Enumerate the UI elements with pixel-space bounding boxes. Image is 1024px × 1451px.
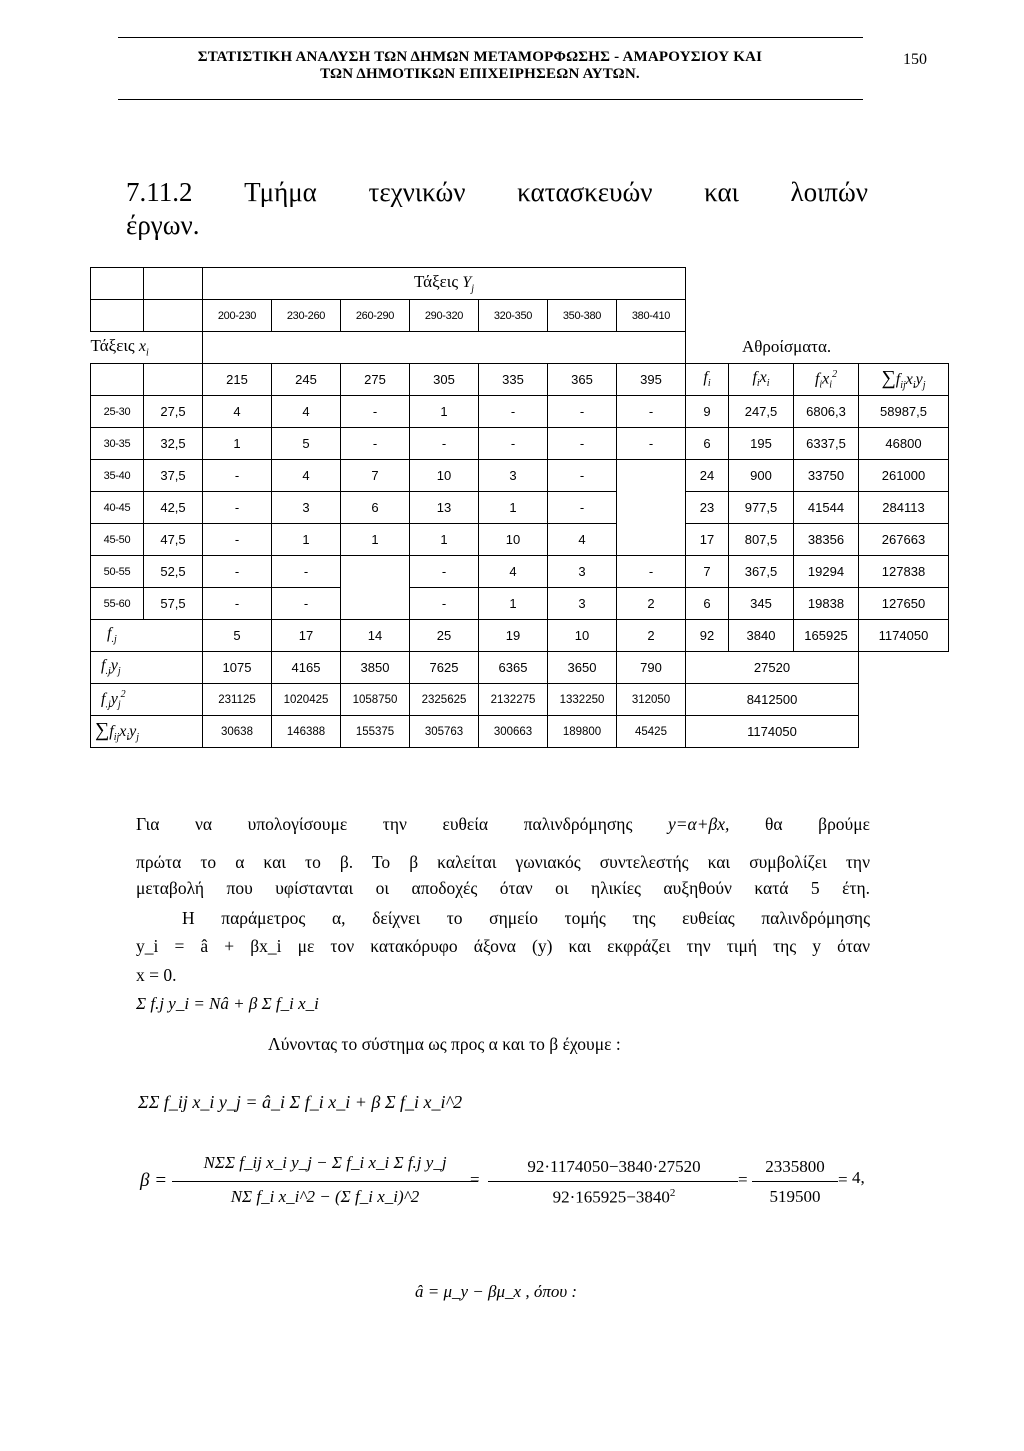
total-cell: 8412500	[686, 684, 859, 716]
x-classes-title-row	[91, 332, 949, 364]
table-cell: 2325625	[410, 684, 479, 716]
table-cell	[341, 588, 410, 620]
equals-sign: =	[838, 1170, 848, 1189]
table-cell: 13	[410, 492, 479, 524]
beta-denominator-result: 519500	[769, 1187, 821, 1206]
header-top-rule	[118, 37, 863, 38]
sum-cell: 3840	[729, 620, 794, 652]
y-class-ranges-row	[91, 300, 949, 332]
x-class-range: 45-50	[91, 524, 144, 556]
y-midpoint: 245	[272, 364, 341, 396]
y-class-range: 320-350	[479, 300, 548, 332]
header-title	[130, 49, 830, 83]
table-cell: -	[479, 428, 548, 460]
equals-sign: =	[470, 1170, 480, 1189]
table-cell: 3650	[548, 652, 617, 684]
table-cell: 1	[203, 428, 272, 460]
table-cell: -	[410, 428, 479, 460]
x-midpoint: 32,5	[144, 428, 203, 460]
sum-cell: 977,5	[729, 492, 794, 524]
y-class-range: 290-320	[410, 300, 479, 332]
beta-fraction-line-numeric	[488, 1181, 738, 1182]
table-cell: 4	[203, 396, 272, 428]
beta-numerator-result: 2335800	[765, 1157, 825, 1176]
table-cell: 312050	[617, 684, 686, 716]
sum-cell: 127650	[859, 588, 949, 620]
table-cell: 305763	[410, 716, 479, 748]
table-cell: 10	[410, 460, 479, 492]
table-cell: 7	[341, 460, 410, 492]
solve-text: Λύνοντας το σύστημα ως προς α και το β έχουμε :	[268, 1034, 621, 1054]
table-cell: 30638	[203, 716, 272, 748]
x-midpoint: 42,5	[144, 492, 203, 524]
table-row	[91, 524, 949, 556]
table-row	[91, 428, 949, 460]
table-cell: -	[203, 460, 272, 492]
section-number: 7.11.2	[126, 177, 193, 207]
x-midpoint: 52,5	[144, 556, 203, 588]
beta-numerator-numeric: 92·1174050−3840·27520	[527, 1157, 701, 1176]
table-cell: 3	[479, 460, 548, 492]
section-title	[126, 176, 876, 242]
section-title-word: λοιπών	[790, 177, 868, 207]
sums-label: Αθροίσματα.	[742, 337, 832, 357]
table-cell: 1075	[203, 652, 272, 684]
table-cell: 2132275	[479, 684, 548, 716]
table-cell: 3	[548, 588, 617, 620]
x-classes-label: Τάξεις $x_i$	[90, 336, 149, 359]
y-class-range: 230-260	[272, 300, 341, 332]
sum-header: $f_i$	[686, 364, 729, 396]
table-cell: -	[410, 556, 479, 588]
table-cell: 5	[203, 620, 272, 652]
beta-numerator: NΣΣ f_ij x_i y_j − Σ f_i x_i Σ f.j y_j	[203, 1153, 447, 1172]
y-midpoint: 395	[617, 364, 686, 396]
table-cell: 4	[272, 460, 341, 492]
header-title-line1: ΣΤΑΤΙΣΤΙΚΗ ΑΝΑΛΥΣΗ ΤΩΝ ΔΗΜΩΝ ΜΕΤΑΜΟΡΦΩΣΗΣ - ΑΜΑΡΟΥΣΙΟΥ ΚΑΙ	[197, 49, 763, 65]
table-cell: -	[272, 556, 341, 588]
table-cell: -	[617, 396, 686, 428]
table-cell: 45425	[617, 716, 686, 748]
sum-cell: 6	[686, 588, 729, 620]
table-cell: -	[203, 556, 272, 588]
table-cell	[617, 460, 686, 492]
table-cell: 1	[410, 524, 479, 556]
word: την	[382, 814, 407, 834]
sum-cell: 261000	[859, 460, 949, 492]
beta-denominator: NΣ f_i x_i^2 − (Σ f_i x_i)^2	[230, 1187, 420, 1206]
table-cell: 3	[272, 492, 341, 524]
table-cell: 10	[548, 620, 617, 652]
sum-header: $f_ix_i^2$	[794, 364, 859, 396]
beta-result: 4,	[852, 1168, 865, 1187]
table-cell: 4165	[272, 652, 341, 684]
beta-fraction-line-result	[752, 1181, 838, 1182]
table-cell: 6	[341, 492, 410, 524]
table-cell: 4	[548, 524, 617, 556]
header-title-line2: ΤΩΝ ΔΗΜΟΤΙΚΩΝ ΕΠΙΧΕΙΡΗΣΕΩΝ ΑΥΤΩΝ.	[320, 66, 640, 82]
y-class-range: 380-410	[617, 300, 686, 332]
page-number: 150	[903, 51, 927, 68]
table-cell: 146388	[272, 716, 341, 748]
sum-cell: 7	[686, 556, 729, 588]
y-classes-title-row	[91, 268, 949, 300]
word: Για	[136, 814, 160, 834]
table-cell: 2	[617, 588, 686, 620]
table-cell: 17	[272, 620, 341, 652]
sum-cell: 284113	[859, 492, 949, 524]
table-row	[91, 556, 949, 588]
beta-fraction-line	[172, 1181, 478, 1182]
sum-cell: 6806,3	[794, 396, 859, 428]
f-j-row	[91, 620, 949, 652]
row-label-f-j: $f_{.j}$	[91, 620, 203, 652]
table-cell: 1058750	[341, 684, 410, 716]
y-class-range: 260-290	[341, 300, 410, 332]
row-label-fy: $f_{.j}y_j$	[91, 652, 203, 684]
table-row	[91, 396, 949, 428]
table-cell	[617, 524, 686, 556]
paragraph-1-line-3: μεταβολή που υφίστανται οι αποδοχές όταν οι ηλικίες αυξηθούν κατά 5 έτη.	[136, 878, 870, 898]
x-class-range: 25-30	[91, 396, 144, 428]
word: παλινδρόμησης	[523, 814, 633, 834]
header-bottom-rule	[118, 99, 863, 100]
table-cell: 19	[479, 620, 548, 652]
table-cell: 1	[479, 492, 548, 524]
table-cell	[617, 492, 686, 524]
table-cell: -	[548, 460, 617, 492]
table-row	[91, 588, 949, 620]
sum-cell: 195	[729, 428, 794, 460]
sum-header: $\sum f_{ij}x_iy_j$	[859, 364, 949, 396]
table-cell: -	[410, 588, 479, 620]
sum-header: $f_ix_i$	[729, 364, 794, 396]
y-class-range: 350-380	[548, 300, 617, 332]
table-cell: -	[548, 396, 617, 428]
table-cell: -	[203, 524, 272, 556]
sum-cell: 6337,5	[794, 428, 859, 460]
x-class-range: 40-45	[91, 492, 144, 524]
sum-cell: 41544	[794, 492, 859, 524]
sum-cell: 19838	[794, 588, 859, 620]
sum-cell: 58987,5	[859, 396, 949, 428]
total-cell: 27520	[686, 652, 859, 684]
sum-cell: 24	[686, 460, 729, 492]
x-class-range: 35-40	[91, 460, 144, 492]
table-cell: 790	[617, 652, 686, 684]
equals-sign: =	[738, 1170, 748, 1189]
sum-cell: 345	[729, 588, 794, 620]
row-label-fy2: $f_{.j}y_j^2$	[91, 684, 203, 716]
equation-normal-1: Σ f.j y_i = Nâ + β Σ f_i x_i	[136, 994, 319, 1013]
sum-cell: 367,5	[729, 556, 794, 588]
table-cell: 1332250	[548, 684, 617, 716]
paragraph-2-line-2: y_i = â + βx_i με τον κατακόρυφο άξονα (y) και εκφράζει την τιμή της y όταν	[136, 936, 870, 956]
word: να	[194, 814, 213, 834]
table-cell: -	[203, 492, 272, 524]
paragraph-1-line-1	[136, 813, 870, 835]
x-midpoint: 47,5	[144, 524, 203, 556]
fy-row	[91, 652, 949, 684]
table-cell: 7625	[410, 652, 479, 684]
table-cell: -	[548, 428, 617, 460]
table-cell: 3	[548, 556, 617, 588]
alpha-equation: â = μ_y − βμ_x , όπου :	[415, 1282, 578, 1301]
table-cell: 5	[272, 428, 341, 460]
y-midpoint: 335	[479, 364, 548, 396]
sum-cell: 23	[686, 492, 729, 524]
table-cell: 1	[479, 588, 548, 620]
word: ευθεία	[442, 814, 489, 834]
sum-cell: 92	[686, 620, 729, 652]
sum-cell: 807,5	[729, 524, 794, 556]
table-cell: 231125	[203, 684, 272, 716]
y-midpoint: 215	[203, 364, 272, 396]
x-midpoint: 37,5	[144, 460, 203, 492]
sum-cell: 1174050	[859, 620, 949, 652]
sum-cell: 6	[686, 428, 729, 460]
sum-cell: 19294	[794, 556, 859, 588]
y-midpoint: 365	[548, 364, 617, 396]
beta-lhs: β =	[140, 1170, 168, 1191]
table-cell: -	[548, 492, 617, 524]
word: θα	[765, 814, 783, 834]
table-cell: 189800	[548, 716, 617, 748]
table-cell: -	[341, 428, 410, 460]
table-cell: 3850	[341, 652, 410, 684]
table-cell: 14	[341, 620, 410, 652]
sum-cell: 9	[686, 396, 729, 428]
table-cell: 300663	[479, 716, 548, 748]
section-title-line2: έργων.	[126, 210, 200, 240]
equation-normal-2: ΣΣ f_ij x_i y_j = â_i Σ f_i x_i + β Σ f_i x_i^2	[138, 1092, 463, 1112]
contingency-table	[90, 267, 949, 748]
y-midpoint: 275	[341, 364, 410, 396]
y-classes-label: Τάξεις $Y_j$	[203, 268, 686, 300]
sum-cell: 900	[729, 460, 794, 492]
section-title-word: τεχνικών	[368, 177, 466, 207]
total-cell: 1174050	[686, 716, 859, 748]
x-midpoint: 27,5	[144, 396, 203, 428]
fxy-row	[91, 716, 949, 748]
table-cell: 2	[617, 620, 686, 652]
sum-cell: 17	[686, 524, 729, 556]
table-cell: 25	[410, 620, 479, 652]
sum-cell: 267663	[859, 524, 949, 556]
table-cell: -	[617, 428, 686, 460]
table-cell	[341, 556, 410, 588]
section-title-word: και	[704, 177, 739, 207]
table-cell: -	[341, 396, 410, 428]
table-cell: -	[203, 588, 272, 620]
y-class-range: 200-230	[203, 300, 272, 332]
sum-cell: 127838	[859, 556, 949, 588]
word: y=α+βx,	[667, 814, 730, 834]
x-class-range: 55-60	[91, 588, 144, 620]
table-row	[91, 460, 949, 492]
sum-cell: 33750	[794, 460, 859, 492]
sum-cell: 38356	[794, 524, 859, 556]
table-cell: 4	[479, 556, 548, 588]
paragraph-1-line-2: πρώτα το α και το β. Το β καλείται γωνιακός συντελεστής και συμβολίζει την	[136, 852, 870, 872]
sum-cell: 165925	[794, 620, 859, 652]
word: βρούμε	[818, 814, 870, 834]
table-cell: 1	[341, 524, 410, 556]
table-cell: -	[272, 588, 341, 620]
table-cell: 10	[479, 524, 548, 556]
section-title-word: Τμήμα	[244, 177, 317, 207]
table-cell: 1	[272, 524, 341, 556]
paragraph-2-line-3: x = 0.	[136, 965, 177, 985]
section-title-word: κατασκευών	[517, 177, 653, 207]
table-cell: 1020425	[272, 684, 341, 716]
table-row	[91, 492, 949, 524]
paragraph-2-line-1: Η παράμετρος α, δείχνει το σημείο τομής της ευθείας παλινδρόμησης	[182, 908, 870, 928]
beta-denominator-numeric: $92\cdot 165925-3840^2$	[552, 1187, 676, 1207]
table-cell: 155375	[341, 716, 410, 748]
y-midpoints-row	[91, 364, 949, 396]
x-class-range: 50-55	[91, 556, 144, 588]
table-cell: -	[479, 396, 548, 428]
sum-cell: 247,5	[729, 396, 794, 428]
row-label-fxy: $\sum f_{ij}x_iy_j$	[91, 716, 203, 748]
fy2-row	[91, 684, 949, 716]
table-cell: -	[617, 556, 686, 588]
table-cell: 4	[272, 396, 341, 428]
table-cell: 1	[410, 396, 479, 428]
table-cell: 6365	[479, 652, 548, 684]
sum-cell: 46800	[859, 428, 949, 460]
x-class-range: 30-35	[91, 428, 144, 460]
y-midpoint: 305	[410, 364, 479, 396]
word: υπολογίσουμε	[247, 814, 348, 834]
x-midpoint: 57,5	[144, 588, 203, 620]
